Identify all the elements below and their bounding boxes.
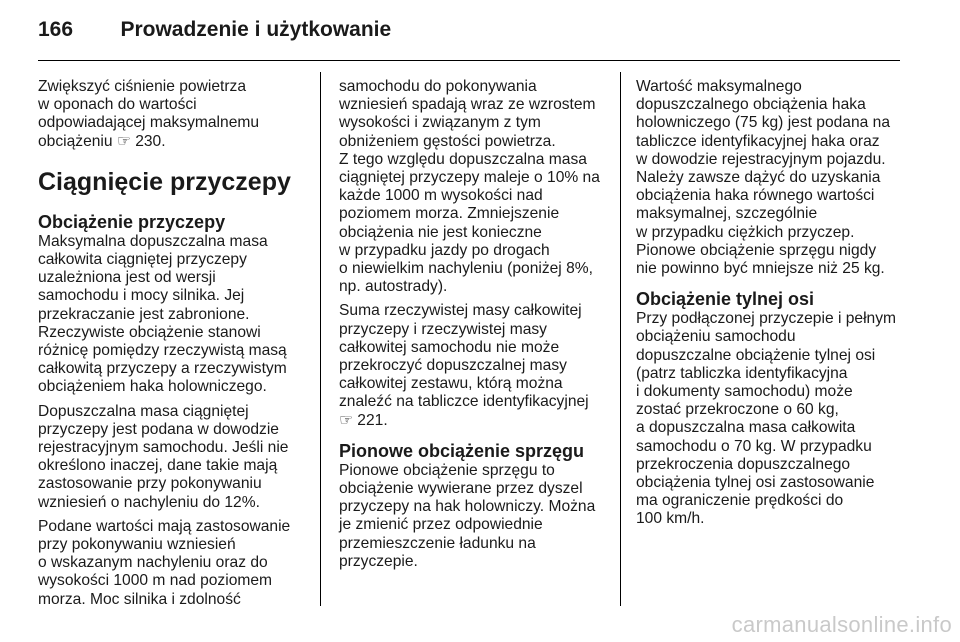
watermark: carmanualsonline.info (731, 612, 952, 637)
text-line: Przy podłączonej przyczepie i pełnym (636, 310, 897, 328)
text-line: przyczepie. (339, 552, 418, 570)
paragraph (339, 78, 601, 296)
text-line: uzależniona jest od wersji (38, 269, 216, 287)
text-line: obciążenia tylnej osi zastosowanie (636, 474, 875, 492)
text-line: i dokumenty samochodu) może (636, 383, 853, 401)
text-line: o wskazanym nachyleniu oraz do (38, 554, 268, 572)
text-line: Podane wartości mają zastosowanie (38, 517, 291, 535)
text-line: wzniesień spadają wraz ze wzrostem (339, 96, 596, 114)
text-line: przekroczenia dopuszczalnego (636, 455, 851, 473)
subsection-heading: Obciążenie przyczepy (38, 211, 226, 232)
text-line: obniżeniem gęstości powietrza. (339, 132, 556, 150)
text-line: całkowita ciągniętej przyczepy (38, 251, 247, 269)
text-line: holowniczego (75 kg) jest podana na (636, 114, 890, 132)
text-line: rejestracyjnym samochodu. Jeśli nie (38, 439, 289, 457)
text-line: obciążenia nie jest konieczne (339, 223, 542, 241)
column-3 (636, 78, 906, 529)
text-line: nie powinno być mniejsze niż 25 kg. (636, 260, 885, 278)
text-line: o niewielkim nachyleniu (poniżej 8%, (339, 260, 593, 278)
text-line: morza. Moc silnika i zdolność (38, 590, 241, 608)
page-header (38, 18, 391, 48)
text-line: a dopuszczalna masa całkowita (636, 419, 856, 437)
text-line: każde 1000 m wysokości nad (339, 187, 543, 205)
text-line: w oponach do wartości (38, 96, 197, 114)
section-heading: Ciągnięcie przyczepy (38, 167, 291, 196)
text-line: obciążeniem haka holowniczego. (38, 378, 267, 396)
text-line: różnicę pomiędzy rzeczywistą masą (38, 342, 287, 360)
text-line: Należy zawsze dążyć do uzyskania (636, 169, 881, 187)
text-line: przekroczyć dopuszczalnej masy (339, 357, 567, 375)
text-line: Zwiększyć ciśnienie powietrza (38, 78, 246, 95)
text-line: wysokości 1000 m nad poziomem (38, 572, 273, 590)
text-line: Pionowe obciążenie sprzęgu nigdy (636, 241, 877, 259)
paragraph (38, 233, 300, 397)
text-line: znaleźć na tabliczce identyfikacyjnej (339, 393, 589, 411)
text-line: obciążenia haka równego wartości (636, 187, 875, 205)
text-line: obciążeniu samochodu (636, 328, 796, 346)
text-line: wysokości i związanym z tym (339, 114, 541, 132)
paragraph (38, 518, 300, 609)
text-line: Pionowe obciążenie sprzęgu to (339, 461, 555, 479)
text-line-with-page-reference: ☞ 221. (339, 411, 388, 429)
text-line: Z tego względu dopuszczalna masa (339, 150, 587, 168)
text-line: np. autostrady). (339, 278, 448, 296)
text-line: przy pokonywaniu wzniesień (38, 536, 236, 554)
paragraph (38, 403, 300, 512)
text-line: w dowodzie rejestracyjnym pojazdu. (636, 150, 886, 168)
text-line: odpowiadającej maksymalnemu (38, 114, 260, 132)
subsection-heading: Obciążenie tylnej osi (636, 289, 815, 310)
text-line: przyczepy jest podana w dowodzie (38, 420, 279, 438)
text-line: maksymalnej, szczególnie (636, 205, 818, 223)
text-line: zastosowanie przy pokonywaniu (38, 475, 262, 493)
text-line: (patrz tabliczka identyfikacyjna (636, 364, 848, 382)
text-line: samochodu o 70 kg. W przypadku (636, 437, 872, 455)
text-line: poziomem morza. Zmniejszenie (339, 205, 560, 223)
text-line: Suma rzeczywistej masy całkowitej (339, 302, 582, 320)
paragraph (636, 310, 906, 528)
column-1 (38, 78, 300, 609)
text-line: dopuszczalne obciążenie tylnej osi (636, 346, 876, 364)
text-line: Wartość maksymalnego (636, 78, 802, 95)
text-line: zostać przekroczone o 60 kg, (636, 401, 839, 419)
text-line: całkowitej zestawu, którą można (339, 375, 563, 393)
text-line: samochodu do pokonywania (339, 78, 537, 95)
text-line: obciążenie wywierane przez dyszel (339, 480, 583, 498)
text-line: ciągniętej przyczepy maleje o 10% na (339, 169, 600, 187)
paragraph (636, 78, 906, 278)
text-line: całkowitą przyczepy a rzeczywistym (38, 360, 287, 378)
text-line: przemieszczenie ładunku na (339, 534, 536, 552)
text-line: wzniesień o nachyleniu do 12%. (38, 493, 260, 511)
text-line: 100 km/h. (636, 510, 705, 528)
column-divider-1 (320, 72, 321, 606)
text-line: samochodu i mocy silnika. Jej (38, 287, 245, 305)
text-line: w przypadku ciężkich przyczep. (636, 223, 855, 241)
paragraph (339, 462, 601, 571)
subsection-heading: Pionowe obciążenie sprzęgu (339, 440, 585, 461)
text-line: Dopuszczalna masa ciągniętej (38, 402, 249, 420)
text-line: przyczepy i rzeczywistej masy (339, 320, 547, 338)
text-line: tabliczce identyfikacyjnej haka oraz (636, 132, 880, 150)
text-line: je zmienić przez odpowiednie (339, 516, 543, 534)
text-line-with-page-reference: obciążeniu ☞ 230. (38, 132, 166, 150)
text-line: w przypadku jazdy po drogach (339, 241, 550, 259)
column-2 (339, 78, 601, 571)
text-line: całkowitej samochodu nie może (339, 338, 560, 356)
text-line: przyczepy na hak holowniczy. Można (339, 498, 596, 516)
paragraph (339, 302, 601, 429)
page-title: Prowadzenie i użytkowanie (120, 18, 392, 41)
column-divider-2 (620, 72, 621, 606)
text-line: dopuszczalnego obciążenia haka (636, 96, 866, 114)
text-line: ma ograniczenie prędkości do (636, 492, 844, 510)
header-rule (38, 60, 900, 61)
page-number: 166 (38, 18, 74, 41)
text-line: Maksymalna dopuszczalna masa (38, 232, 268, 250)
intro-paragraph (38, 78, 300, 151)
text-line: określono inaczej, dane takie mają (38, 457, 278, 475)
text-line: Rzeczywiste obciążenie stanowi (38, 323, 261, 341)
text-line: przekraczanie jest zabronione. (38, 305, 250, 323)
